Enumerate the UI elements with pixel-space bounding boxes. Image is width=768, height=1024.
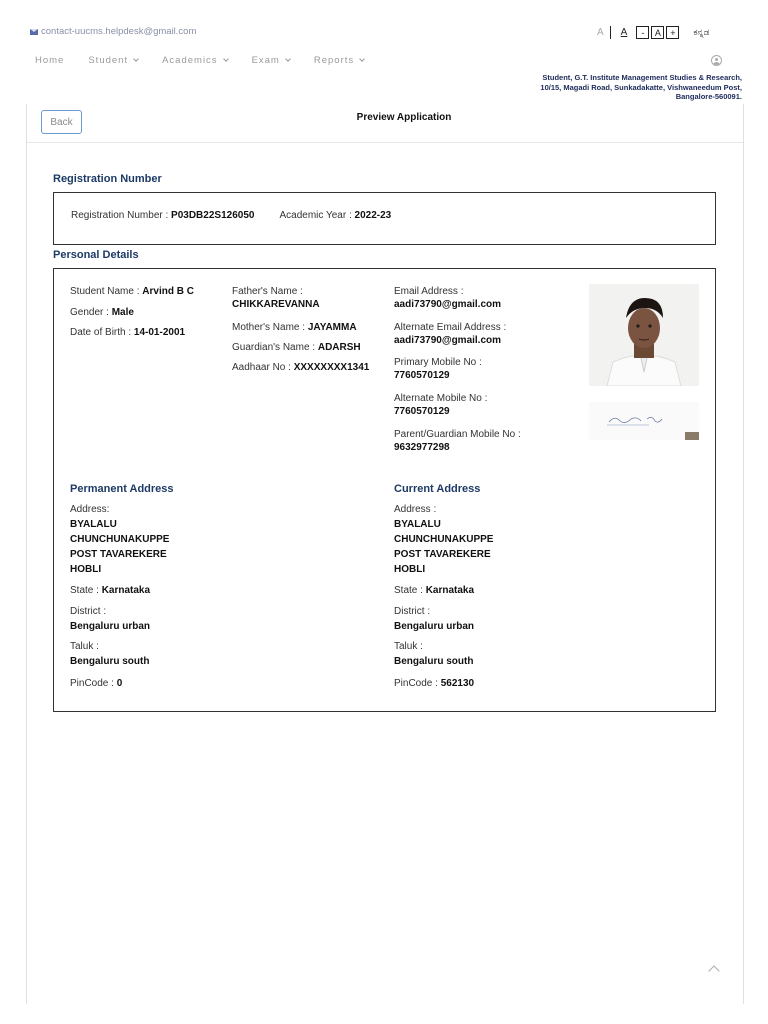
contact-email[interactable] — [30, 26, 196, 37]
student-signature — [589, 402, 699, 440]
current-address-line-1: BYALALU — [394, 519, 441, 530]
email-field — [394, 285, 501, 311]
guardian-name-field — [232, 341, 361, 354]
current-taluk-label: Taluk : — [394, 641, 423, 652]
mother-name-value: JAYAMMA — [307, 322, 357, 333]
nav-academics-label: Academics — [162, 55, 218, 66]
permanent-district-field — [70, 605, 150, 633]
nav-exam[interactable] — [252, 55, 290, 66]
alt-mobile-value: 7760570129 — [394, 406, 450, 417]
font-size-small-button[interactable]: A — [597, 27, 604, 38]
current-state-value: Karnataka — [425, 585, 475, 596]
current-pincode-label: PinCode : — [394, 678, 441, 689]
current-address-label: Address : — [394, 504, 437, 515]
permanent-state-value: Karnataka — [101, 585, 151, 596]
page-title: Preview Application — [356, 112, 452, 123]
student-name-value: Arvind B C — [142, 286, 194, 297]
permanent-address-title: Permanent Address — [70, 483, 174, 495]
font-size-normal-button[interactable]: A — [620, 27, 628, 38]
current-address-field — [394, 503, 493, 576]
mother-name-label: Mother's Name : — [232, 322, 308, 333]
institution-line-1: Student, G.T. Institute Management Studies & Research, — [542, 73, 742, 82]
current-pincode-field — [394, 677, 474, 690]
academic-year-label: Academic Year : — [279, 210, 355, 221]
gender-value: Male — [111, 307, 134, 318]
email-value: aadi73790@gmail.com — [394, 299, 502, 310]
back-button[interactable]: Back — [41, 110, 82, 134]
dob-value: 14-01-2001 — [133, 327, 186, 338]
chevron-down-icon — [223, 56, 229, 62]
reg-number-value: P03DB22S126050 — [171, 210, 255, 221]
permanent-address-label: Address: — [70, 504, 110, 515]
guardian-name-label: Guardian's Name : — [232, 342, 318, 353]
personal-section-title: Personal Details — [53, 249, 139, 261]
alt-email-value: aadi73790@gmail.com — [394, 335, 502, 346]
registration-box — [53, 192, 716, 245]
current-state-field — [394, 584, 474, 597]
registration-section-title: Registration Number — [53, 173, 162, 185]
nav-student[interactable] — [88, 55, 138, 66]
font-increase-button[interactable]: + — [666, 26, 679, 39]
permanent-state-field — [70, 584, 150, 597]
nav-home[interactable] — [35, 55, 64, 66]
aadhaar-value: XXXXXXXX1341 — [293, 362, 370, 373]
current-district-value: Bengaluru urban — [394, 621, 475, 632]
permanent-district-label: District : — [70, 606, 107, 617]
primary-mobile-field — [394, 356, 482, 382]
current-taluk-field — [394, 640, 473, 668]
reg-number-label: Registration Number : — [71, 210, 172, 221]
father-name-label: Father's Name : — [232, 286, 303, 297]
parent-mobile-field — [394, 428, 521, 454]
student-name-label: Student Name : — [70, 286, 143, 297]
language-toggle[interactable]: ಕನ್ನಡ — [693, 27, 710, 37]
aadhaar-label: Aadhaar No : — [232, 362, 294, 373]
current-address-line-3: POST TAVAREKERE — [394, 549, 491, 560]
alt-mobile-label: Alternate Mobile No : — [394, 393, 488, 404]
current-address-title: Current Address — [394, 483, 481, 495]
mother-name-field — [232, 321, 357, 334]
permanent-address-line-4: HOBLI — [70, 564, 102, 575]
parent-mobile-value: 9632977298 — [394, 442, 450, 453]
alt-email-label: Alternate Email Address : — [394, 322, 507, 333]
current-state-label: State : — [394, 585, 426, 596]
permanent-taluk-label: Taluk : — [70, 641, 99, 652]
parent-mobile-label: Parent/Guardian Mobile No : — [394, 429, 521, 440]
contact-email-text: contact-uucms.helpdesk@gmail.com — [41, 26, 197, 37]
nav-exam-label: Exam — [251, 55, 280, 66]
institution-info — [482, 73, 742, 102]
nav-reports-label: Reports — [313, 55, 355, 66]
nav-reports[interactable] — [314, 55, 364, 66]
guardian-name-value: ADARSH — [317, 342, 361, 353]
student-name-field — [70, 285, 194, 298]
chevron-down-icon — [285, 56, 291, 62]
current-address-line-4: HOBLI — [394, 564, 426, 575]
permanent-pincode-field — [70, 677, 122, 690]
email-label: Email Address : — [394, 286, 464, 297]
divider — [610, 26, 611, 39]
permanent-district-value: Bengaluru urban — [70, 621, 151, 632]
chevron-down-icon — [133, 56, 139, 62]
permanent-taluk-value: Bengaluru south — [70, 656, 150, 667]
current-district-field — [394, 605, 474, 633]
dob-label: Date of Birth : — [70, 327, 134, 338]
institution-line-3: Bangalore-560091. — [675, 92, 742, 101]
permanent-address-line-3: POST TAVAREKERE — [70, 549, 167, 560]
current-taluk-value: Bengaluru south — [394, 656, 474, 667]
panel-header — [27, 104, 743, 143]
font-decrease-button[interactable]: - — [636, 26, 649, 39]
personal-details-box — [53, 268, 716, 712]
aadhaar-field — [232, 361, 369, 374]
permanent-state-label: State : — [70, 585, 102, 596]
father-name-field — [232, 285, 320, 311]
nav-student-label: Student — [88, 55, 129, 66]
institution-line-2: 10/15, Magadi Road, Sunkadakatte, Vishwaneedum Post, — [540, 82, 742, 92]
accessibility-controls — [597, 26, 709, 39]
permanent-taluk-field — [70, 640, 149, 668]
permanent-address-line-1: BYALALU — [70, 519, 117, 530]
dob-field — [70, 326, 185, 339]
permanent-address-line-2: CHUNCHUNAKUPPE — [70, 534, 170, 545]
academic-year-value: 2022-23 — [354, 210, 392, 221]
main-nav — [35, 55, 388, 66]
registration-line — [71, 210, 391, 221]
nav-academics[interactable] — [162, 55, 227, 66]
current-address-line-2: CHUNCHUNAKUPPE — [394, 534, 494, 545]
mail-icon — [30, 29, 38, 35]
primary-mobile-value: 7760570129 — [394, 370, 450, 381]
nav-home-label: Home — [35, 55, 65, 66]
user-profile-icon[interactable] — [711, 55, 722, 66]
permanent-pincode-label: PinCode : — [70, 678, 117, 689]
chevron-down-icon — [359, 56, 365, 62]
gender-label: Gender : — [70, 307, 112, 318]
permanent-pincode-value: 0 — [116, 678, 123, 689]
font-reset-button[interactable]: A — [651, 26, 664, 39]
alt-mobile-field — [394, 392, 487, 418]
current-pincode-value: 562130 — [440, 678, 475, 689]
father-name-value: CHIKKAREVANNA — [232, 299, 320, 310]
alt-email-field — [394, 321, 506, 347]
current-district-label: District : — [394, 606, 431, 617]
gender-field — [70, 306, 134, 319]
permanent-address-field — [70, 503, 169, 576]
primary-mobile-label: Primary Mobile No : — [394, 357, 482, 368]
student-photo — [589, 284, 699, 386]
